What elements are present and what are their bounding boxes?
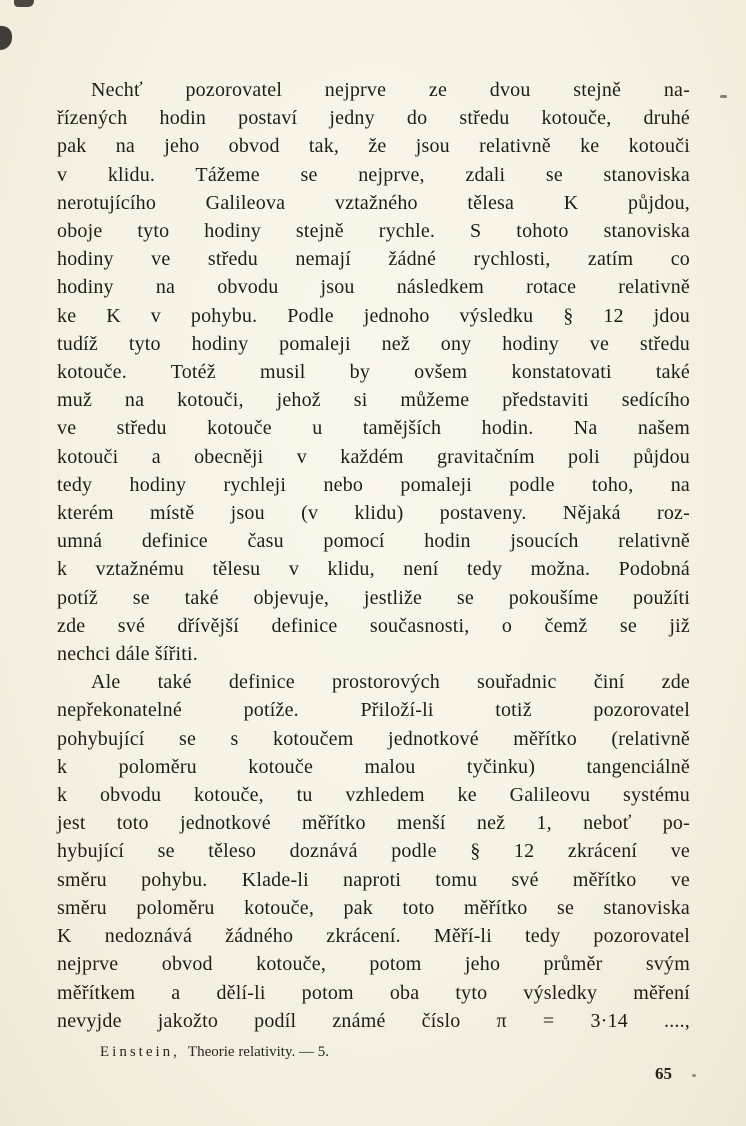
text-line: měřítkem a dělí-li potom oba tyto výsledky měření: [57, 981, 690, 1004]
text-line: oboje tyto hodiny stejně rychle. S tohoto stanoviska: [57, 220, 690, 243]
text-line: kotouči a obecněji v každém gravitačním poli půjdou: [57, 445, 690, 468]
text-line: tedy hodiny rychleji nebo pomaleji podle toho, na: [57, 473, 690, 496]
text-line: ve středu kotouče u tamějších hodin. Na našem: [57, 417, 690, 440]
text-line: ke K v pohybu. Podle jednoho výsledku § 12 jdou: [57, 304, 690, 327]
text-line: k vztažnému tělesu v klidu, není tedy možna. Podobná: [57, 558, 690, 581]
text-line: kotouče. Totéž musil by ovšem konstatovati také: [57, 361, 690, 384]
page-text: [57, 76, 690, 1035]
text-line: nevyjde jakožto podíl známé číslo π = 3·14 ....,: [57, 1009, 690, 1032]
scan-speck: [720, 95, 727, 98]
text-line: Ale také definice prostorových souřadnic činí zde: [91, 671, 690, 694]
paragraph-2: [57, 668, 690, 1035]
text-line: nejprve obvod kotouče, potom jeho průměr svým: [57, 953, 690, 976]
text-line: v klidu. Tážeme se nejprve, zdali se stanoviska: [57, 163, 690, 186]
text-line: hybující se těleso doznává podle § 12 zkrácení ve: [57, 840, 690, 863]
text-line: K nedoznává žádného zkrácení. Měří-li tedy pozorovatel: [57, 925, 690, 948]
text-line: muž na kotouči, jehož si můžeme představiti sedícího: [57, 389, 690, 412]
scan-speck: [692, 1074, 696, 1077]
text-line: zde své dřívější definice současnosti, o čemž se již: [57, 614, 690, 637]
text-line: pak na jeho obvod tak, že jsou relativně ke kotouči: [57, 135, 690, 158]
paragraph-1: [57, 76, 690, 668]
text-line: řízených hodin postaví jedny do středu kotouče, druhé: [57, 107, 690, 130]
text-line: nechci dále šířiti.: [57, 643, 198, 666]
text-line: k poloměru kotouče malou tyčinku) tangenciálně: [57, 755, 690, 778]
text-line: jest toto jednotkové měřítko menší než 1, neboť po-: [57, 812, 690, 835]
attribution-text: Theorie relativity. — 5.: [187, 1044, 329, 1060]
text-line: směru poloměru kotouče, pak toto měřítko se stanoviska: [57, 896, 690, 919]
text-line: pohybující se s kotoučem jednotkové měřítko (relativně: [57, 727, 690, 750]
text-line: Nechť pozorovatel nejprve ze dvou stejně na-: [91, 79, 690, 101]
text-line: nerotujícího Galileova vztažného tělesa K půjdou,: [57, 191, 690, 214]
page-number: 65: [655, 1064, 672, 1083]
text-line: tudíž tyto hodiny pomaleji než ony hodiny ve středu: [57, 332, 690, 355]
attribution-author: Einstein,: [100, 1044, 180, 1060]
text-line: hodiny na obvodu jsou následkem rotace relativně: [57, 276, 690, 299]
text-line: kterém místě jsou (v klidu) postaveny. Nějaká roz-: [57, 502, 690, 525]
book-attribution: [100, 1044, 329, 1061]
scan-artifact-corner: [14, 0, 34, 7]
text-line: k obvodu kotouče, tu vzhledem ke Galileovu systému: [57, 784, 690, 807]
text-line: nepřekonatelné potíže. Přiloží-li totiž pozorovatel: [57, 699, 690, 722]
text-line: umná definice času pomocí hodin jsoucích relativně: [57, 530, 690, 553]
text-line: potíž se také objevuje, jestliže se pokoušíme použíti: [57, 586, 690, 609]
text-line: směru pohybu. Klade-li naproti tomu své měřítko ve: [57, 868, 690, 891]
text-line: hodiny ve středu nemají žádné rychlosti, zatím co: [57, 248, 690, 271]
scan-artifact-edge: [0, 26, 12, 50]
